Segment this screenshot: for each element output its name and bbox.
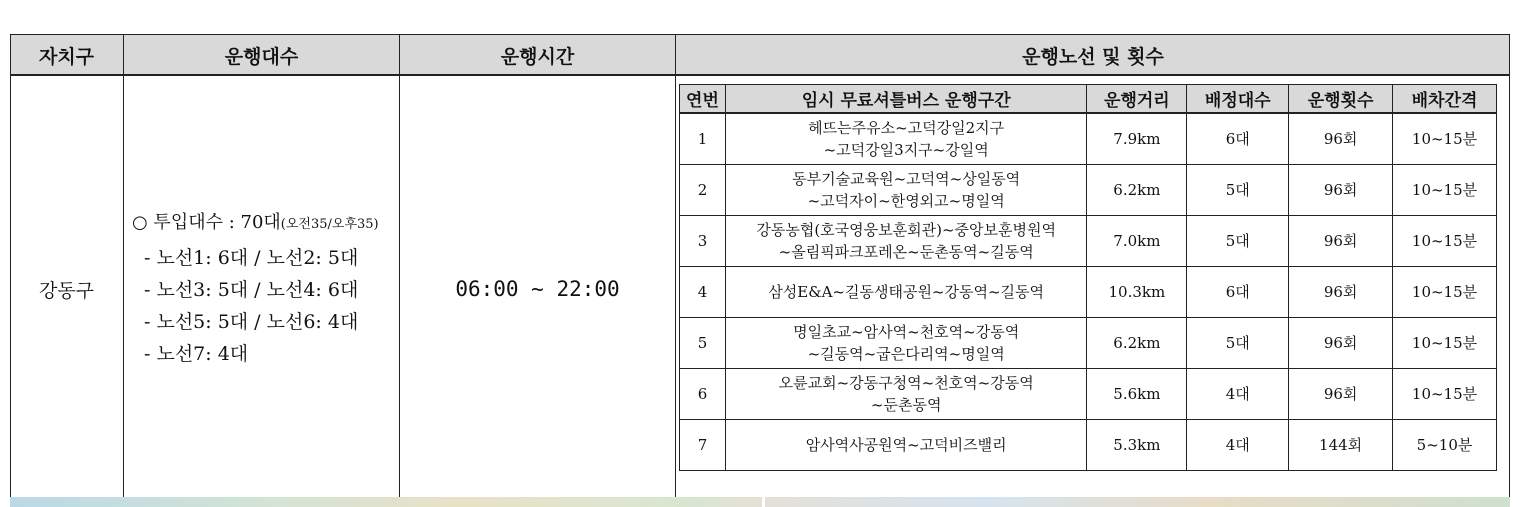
route-line: ~고덕자이~한영외고~명일역	[807, 192, 1005, 210]
cell-distance: 6.2km	[1087, 318, 1187, 369]
col-header-no: 연번	[680, 85, 726, 114]
routes-table	[679, 84, 1497, 471]
table-row	[680, 113, 1497, 165]
column-divider	[675, 34, 676, 507]
route-line: ~길동역~굽은다리역~명일역	[807, 345, 1005, 363]
table-row	[680, 369, 1497, 420]
cell-distance: 5.3km	[1087, 420, 1187, 471]
cell-trips: 96회	[1289, 165, 1393, 216]
vehicle-summary-sub: (오전35/오후35)	[280, 217, 379, 232]
table-row	[680, 267, 1497, 318]
cell-interval: 10~15분	[1393, 216, 1497, 267]
cell-route	[725, 113, 1086, 165]
table-row	[680, 420, 1497, 471]
map-image-strip	[10, 497, 1510, 507]
header-district: 자치구	[38, 45, 95, 68]
cell-route	[725, 369, 1086, 420]
cell-route	[725, 165, 1086, 216]
cell-no: 4	[680, 267, 726, 318]
cell-buses: 6대	[1187, 113, 1289, 165]
cell-no: 6	[680, 369, 726, 420]
cell-buses: 4대	[1187, 420, 1289, 471]
cell-no: 1	[680, 113, 726, 165]
route-line: 오륜교회~강동구청역~천호역~강동역	[778, 374, 1034, 392]
vehicle-summary-main: ○ 투입대수 : 70대	[132, 212, 281, 233]
cell-trips: 96회	[1289, 216, 1393, 267]
cell-buses: 5대	[1187, 165, 1289, 216]
table-row	[680, 165, 1497, 216]
cell-buses: 4대	[1187, 369, 1289, 420]
cell-buses: 5대	[1187, 318, 1289, 369]
table-row	[680, 216, 1497, 267]
col-header-interval: 배차간격	[1393, 85, 1497, 114]
col-header-route: 임시 무료셔틀버스 운행구간	[725, 85, 1086, 114]
cell-trips: 96회	[1289, 267, 1393, 318]
cell-distance: 10.3km	[1087, 267, 1187, 318]
cell-no: 3	[680, 216, 726, 267]
cell-interval: 10~15분	[1393, 369, 1497, 420]
header-routes: 운행노선 및 횟수	[1022, 45, 1164, 68]
cell-route	[725, 267, 1086, 318]
operating-hours: 06:00 ~ 22:00	[455, 277, 620, 301]
route-line: 강동농협(호국영웅보훈회관)~중앙보훈병원역	[756, 221, 1056, 239]
cell-distance: 7.0km	[1087, 216, 1187, 267]
cell-no: 5	[680, 318, 726, 369]
cell-trips: 96회	[1289, 369, 1393, 420]
vehicle-summary	[132, 208, 399, 234]
route-line: ~둔촌동역	[870, 396, 942, 414]
cell-route	[725, 318, 1086, 369]
route-line: 삼성E&A~길동생태공원~강동역~길동역	[768, 283, 1045, 301]
cell-trips: 144회	[1289, 420, 1393, 471]
cell-interval: 10~15분	[1393, 113, 1497, 165]
route-line: 동부기술교육원~고덕역~상일동역	[792, 170, 1021, 188]
col-header-buses: 배정대수	[1187, 85, 1289, 114]
cell-interval: 5~10분	[1393, 420, 1497, 471]
cell-interval: 10~15분	[1393, 318, 1497, 369]
route-line: ~고덕강일3지구~강일역	[823, 141, 989, 159]
cell-interval: 10~15분	[1393, 267, 1497, 318]
cell-trips: 96회	[1289, 318, 1393, 369]
route-line: 암사역사공원역~고덕비즈밸리	[805, 436, 1007, 454]
vehicle-line: - 노선3: 5대 / 노선4: 6대	[144, 279, 359, 301]
cell-no: 7	[680, 420, 726, 471]
map-image-divider	[762, 497, 765, 507]
cell-no: 2	[680, 165, 726, 216]
cell-buses: 6대	[1187, 267, 1289, 318]
col-header-distance: 운행거리	[1087, 85, 1187, 114]
cell-route	[725, 420, 1086, 471]
header-hours: 운행시간	[500, 45, 575, 68]
cell-distance: 7.9km	[1087, 113, 1187, 165]
cell-interval: 10~15분	[1393, 165, 1497, 216]
cell-trips: 96회	[1289, 113, 1393, 165]
cell-buses: 5대	[1187, 216, 1289, 267]
cell-distance: 5.6km	[1087, 369, 1187, 420]
header-vehicles: 운행대수	[224, 45, 299, 68]
route-line: 헤뜨는주유소~고덕강일2지구	[808, 119, 1005, 137]
cell-distance: 6.2km	[1087, 165, 1187, 216]
vehicle-allocation	[124, 78, 399, 500]
vehicle-line: - 노선1: 6대 / 노선2: 5대	[144, 247, 359, 269]
vehicle-line: - 노선5: 5대 / 노선6: 4대	[144, 311, 359, 333]
col-header-trips: 운행횟수	[1289, 85, 1393, 114]
district-name: 강동구	[38, 279, 95, 302]
cell-route	[725, 216, 1086, 267]
route-line: 명일초교~암사역~천호역~강동역	[793, 323, 1020, 341]
vehicle-line: - 노선7: 4대	[144, 343, 249, 365]
route-line: ~올림픽파크포레온~둔촌동역~길동역	[778, 243, 1034, 261]
routes-table-header	[680, 85, 1497, 114]
table-row	[680, 318, 1497, 369]
